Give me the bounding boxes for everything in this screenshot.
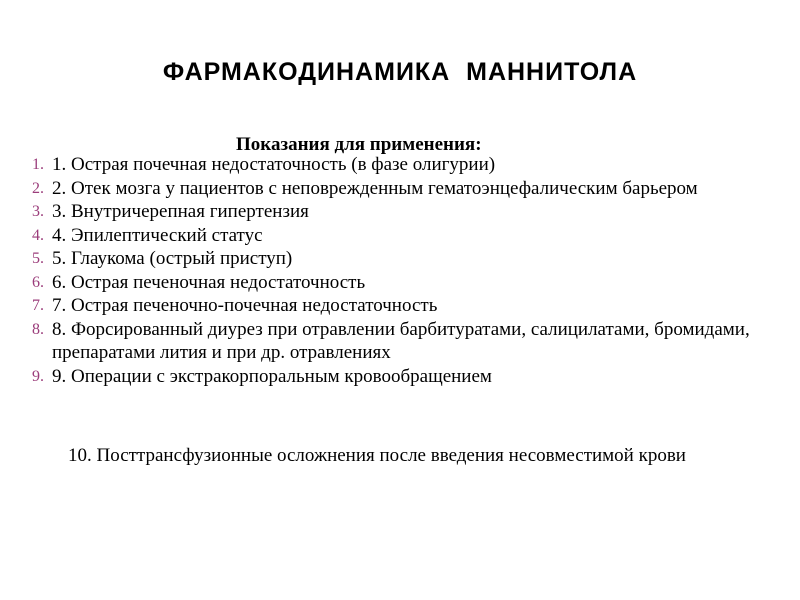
list-number: 4. [32,226,44,244]
list-number: 3. [32,203,44,220]
list-item [32,271,772,295]
list-item [32,200,772,224]
list-number: 8. [32,320,44,338]
list-item-text: 2. Отек мозга у пациентов с неповрежденным гематоэнцефалическим барьером [52,177,698,199]
indications-subtitle: Показания для применения: [236,134,482,155]
list-item [32,318,772,365]
list-item [32,365,772,389]
list-number: 1. [32,156,44,173]
list-number: 2. [32,179,44,197]
list-item-text: 5. Глаукома (острый приступ) [52,248,293,269]
list-item-text: 9. Операции с экстракорпоральным кровообращением [52,365,492,387]
list-item [32,224,772,248]
list-number: 6. [32,273,44,291]
list-number: 5. [32,250,44,267]
list-item-text: 4. Эпилептический статус [52,224,263,246]
list-item [32,153,772,177]
list-number: 9. [32,367,44,385]
indications-list [32,153,772,388]
list-item-text: 7. Острая печеночно-почечная недостаточность [52,295,438,316]
list-item-text: 3. Внутричерепная гипертензия [52,201,309,222]
list-item-text: 8. Форсированный диурез при отравлении барбитуратами, салицилатами, бромидами, препаратами лития и при др. отравлениях [52,318,750,363]
list-number: 7. [32,297,44,314]
list-item [32,177,772,201]
list-item-text: 1. Острая почечная недостаточность (в фазе олигурии) [52,154,496,175]
slide-title: ФАРМАКОДИНАМИКА МАННИТОЛА [162,58,638,86]
list-item-extra: 10. Посттрансфузионные осложнения после введения несовместимой крови [68,445,686,466]
list-item-text: 6. Острая печеночная недостаточность [52,271,366,293]
list-item [32,247,772,271]
list-item [32,294,772,318]
